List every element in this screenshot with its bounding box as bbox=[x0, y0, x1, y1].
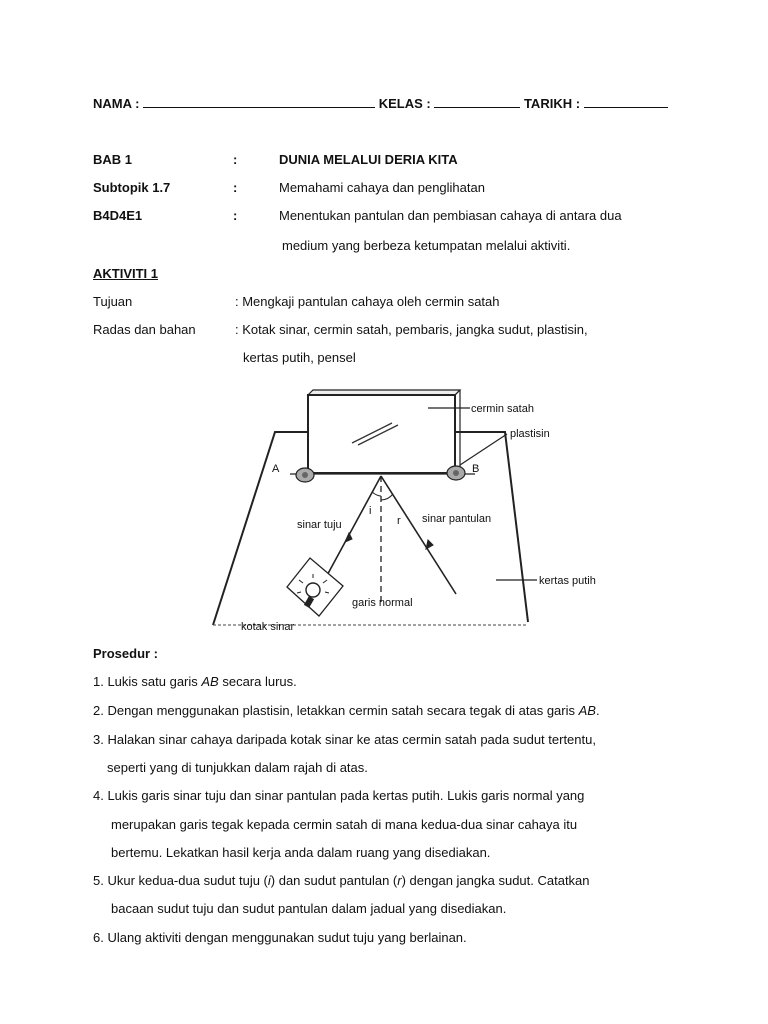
label-plastisin: plastisin bbox=[510, 428, 550, 440]
angle-r-arc bbox=[381, 494, 393, 500]
step-5-line-1: 5. Ukur kedua-dua sudut tuju (i) dan sudut pantulan (r) dengan jangka sudut. Catatkan bbox=[93, 873, 590, 888]
step-4-line-3: bertemu. Lekatkan hasil kerja anda dalam ruang yang disediakan. bbox=[111, 845, 491, 860]
label-garis-normal: garis normal bbox=[352, 597, 413, 609]
bab-sep: : bbox=[233, 152, 238, 167]
radas-value: : Kotak sinar, cermin satah, pembaris, jangka sudut, plastisin, bbox=[235, 322, 588, 337]
tujuan-value: : Mengkaji pantulan cahaya oleh cermin satah bbox=[235, 294, 500, 309]
label-point-b: B bbox=[472, 463, 480, 475]
step-3-line-2: seperti yang di tunjukkan dalam rajah di atas. bbox=[107, 760, 368, 775]
step-2: 2. Dengan menggunakan plastisin, letakkan cermin satah secara tegak di atas garis AB. bbox=[93, 703, 600, 718]
mirror bbox=[308, 395, 455, 473]
step-6: 6. Ulang aktiviti dengan menggunakan sudut tuju yang berlainan. bbox=[93, 930, 467, 945]
step-5-line-2: bacaan sudut tuju dan sudut pantulan dalam jadual yang disediakan. bbox=[111, 901, 507, 916]
label-cermin-satah: cermin satah bbox=[471, 403, 534, 415]
reflected-ray bbox=[381, 476, 456, 594]
bulb-icon bbox=[306, 583, 320, 597]
standard-sep: : bbox=[233, 208, 238, 223]
label-sinar-pantulan: sinar pantulan bbox=[422, 513, 492, 525]
radas-label: Radas dan bahan bbox=[93, 322, 196, 337]
paper-outline bbox=[213, 432, 308, 625]
label-kotak-sinar: kotak sinar bbox=[241, 621, 295, 633]
tarikh-label: TARIKH : bbox=[523, 96, 581, 111]
activity-title: AKTIVITI 1 bbox=[93, 266, 159, 281]
reflected-arrow bbox=[426, 540, 433, 549]
subtopik-sep: : bbox=[233, 180, 238, 195]
kelas-label: KELAS : bbox=[378, 96, 431, 111]
standard-value: Menentukan pantulan dan pembiasan cahaya di antara dua bbox=[279, 208, 622, 223]
step-4-line-2: merupakan garis tegak kepada cermin satah di mana kedua-dua sinar cahaya itu bbox=[111, 817, 578, 832]
bab-label: BAB 1 bbox=[93, 152, 133, 167]
nama-label: NAMA : bbox=[93, 96, 140, 111]
standard-value-cont: medium yang berbeza ketumpatan melalui aktiviti. bbox=[282, 238, 571, 253]
step-1: 1. Lukis satu garis AB secara lurus. bbox=[93, 674, 297, 689]
label-kertas-putih: kertas putih bbox=[539, 575, 596, 587]
pointer-plastisin bbox=[460, 434, 507, 465]
radas-value-cont: kertas putih, pensel bbox=[243, 350, 356, 365]
step-4-line-1: 4. Lukis garis sinar tuju dan sinar pantulan pada kertas putih. Lukis garis normal yang bbox=[93, 788, 585, 803]
bab-value: DUNIA MELALUI DERIA KITA bbox=[279, 152, 458, 167]
label-angle-i: i bbox=[369, 505, 372, 517]
label-point-a: A bbox=[272, 463, 280, 475]
tujuan-label: Tujuan bbox=[93, 294, 133, 309]
subtopik-label: Subtopik 1.7 bbox=[93, 180, 171, 195]
incident-arrow bbox=[345, 533, 352, 542]
procedure-title: Prosedur : bbox=[93, 646, 159, 661]
standard-label: B4D4E1 bbox=[93, 208, 143, 223]
angle-i-arc bbox=[372, 492, 381, 496]
subtopik-value: Memahami cahaya dan penglihatan bbox=[279, 180, 485, 195]
label-angle-r: r bbox=[397, 515, 401, 527]
label-sinar-tuju: sinar tuju bbox=[297, 519, 342, 531]
step-3-line-1: 3. Halakan sinar cahaya daripada kotak sinar ke atas cermin satah pada sudut tertentu, bbox=[93, 732, 596, 747]
